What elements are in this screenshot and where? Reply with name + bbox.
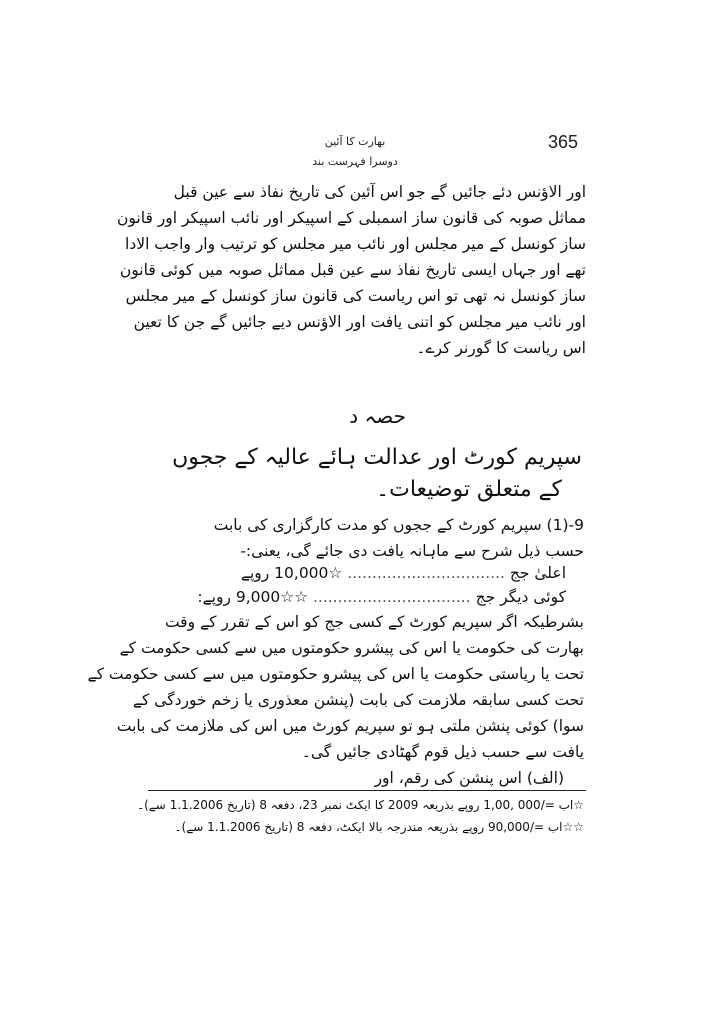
text-line: حسب ذیل شرح سے ماہانہ یافت دی جائے گی، یعنی:- <box>240 542 584 560</box>
footnote-rule <box>148 790 586 791</box>
proviso-paragraph <box>87 613 584 773</box>
salary-label: کوئی دیگر جج <box>475 588 566 606</box>
text-line: اور الاؤنس دئے جائیں گے جو اس آئین کی تاریخ نفاذ سے عین قبل <box>173 183 586 201</box>
running-head-title: بھارت کا آئین <box>324 135 386 148</box>
page-number: 365 <box>548 132 579 152</box>
footnote-1: ☆اب =/000 ,1,00 روپے بذریعہ 2009 کا ایکٹ نمبر 23، دفعہ 8 (تاریخ 1.1.2006 سے)۔ <box>137 798 584 812</box>
text-line: تھے اور جہاں ایسی تاریخ نفاذ سے عین قبل مماثل صوبہ میں کوئی قانون <box>119 261 586 279</box>
text-line: بشرطیکہ اگر سپریم کورٹ کے کسی جج کو اس کے تقرر کے وقت <box>164 613 584 631</box>
text-line: ساز کونسل کے میر مجلس اور نائب میر مجلس کو ترتیب وار واجب الادا <box>125 235 586 253</box>
salary-row-chief-justice <box>241 564 566 582</box>
text-line: تحت یا ریاستی حکومت یا اس کی پیشرو حکومتوں میں سے کسی حکومت کے <box>87 665 584 683</box>
salary-row-other-judge <box>197 588 566 606</box>
text-line: تحت کسی سابقہ ملازمت کی بابت (پنشن معذوری یا زخم خوردگی کے <box>132 691 584 709</box>
salary-amount: ☆☆9,000 روپے: <box>197 588 309 606</box>
section-title-line-1: سپریم کورٹ اور عدالت ہائے عالیہ کے ججوں <box>172 445 582 470</box>
salary-label: اعلیٰ جج <box>509 564 566 582</box>
text-line: اور نائب میر مجلس کو اتنی یافت اور الاؤنس دیے جائیں گے جن کا تعین <box>133 313 586 331</box>
footnote-2: ☆☆اب =/90,000 روپے بذریعہ مندرجہ بالا ایکٹ، دفعہ 8 (تاریخ 1.1.2006 سے)۔ <box>174 820 584 834</box>
section-title-line-2: کے متعلق توضیعات۔ <box>376 477 562 502</box>
text-line: یافت سے حسب ذیل قوم گھٹادی جائیں گی۔ <box>301 743 584 761</box>
text-line: سوا) کوئی پنشن ملتی ہو تو سپریم کورٹ میں اس کی ملازمت کی بابت <box>116 717 584 735</box>
running-head-subtitle: دوسرا فہرست بند <box>312 155 398 168</box>
text-line: 9-(1) سپریم کورٹ کے ججوں کو مدت کارگزاری کی بابت <box>213 516 584 534</box>
clause-9 <box>134 516 584 566</box>
sub-clause-a: (الف) اس پنشن کی رقم، اور <box>374 769 564 787</box>
text-line: بھارت کی حکومت یا اس کی پیشرو حکومتوں میں سے کسی حکومت کے <box>119 639 584 657</box>
intro-paragraph <box>117 183 586 373</box>
part-heading: حصہ د <box>349 404 406 428</box>
text-line: مماثل صوبہ کی قانون ساز اسمبلی کے اسپیکر اور نائب اسپیکر اور قانون <box>117 209 586 227</box>
salary-amount: ☆10,000 روپے <box>240 564 343 582</box>
leader-dots: ................................ <box>313 588 471 606</box>
leader-dots: ................................ <box>347 564 505 582</box>
text-line: ساز کونسل نہ تھی تو اس ریاست کی قانون ساز کونسل کے میر مجلس <box>125 287 586 305</box>
text-line: اس ریاست کا گورنر کرے۔ <box>416 339 586 357</box>
